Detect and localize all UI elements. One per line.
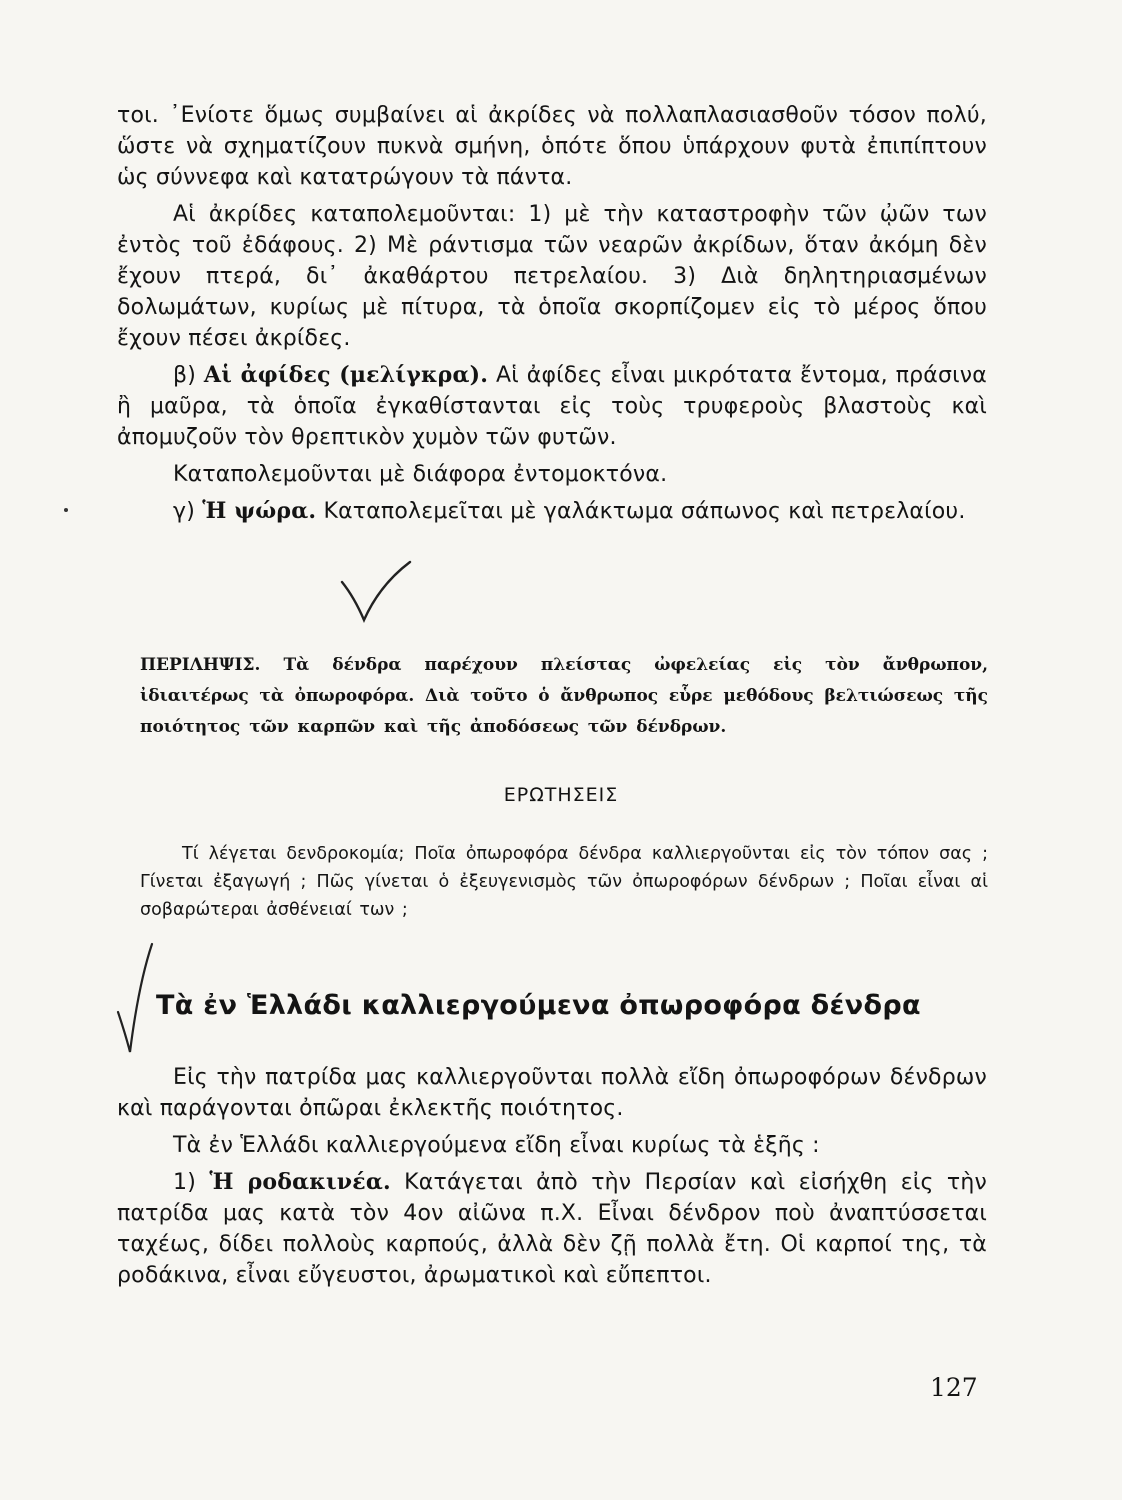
questions-block — [140, 840, 988, 924]
peach-tree-heading: Ἡ ροδακινέα. — [209, 1169, 391, 1195]
handwritten-check-mark-icon — [112, 940, 160, 1064]
item-prefix: β) — [173, 363, 197, 388]
item-prefix: 1) — [173, 1170, 196, 1195]
paragraph-main-species: Τὰ ἐν Ἑλλάδι καλλιεργούμενα εἴδη εἶναι κυρίως τὰ ἑξῆς : — [173, 1133, 820, 1158]
paragraph-scab — [117, 496, 987, 527]
top-text-block — [117, 100, 987, 527]
paragraph-insecticides: Καταπολεμοῦνται μὲ διάφορα ἐντομοκτόνα. — [173, 462, 668, 487]
page-number: 127 — [930, 1373, 978, 1402]
margin-dot — [64, 508, 68, 512]
scab-text: Καταπολεμεῖται μὲ γαλάκτωμα σάπωνος καὶ πετρελαίου. — [323, 499, 966, 524]
paragraph-peach-tree — [117, 1167, 987, 1291]
summary-paragraph: ΠΕΡΙΛΗΨΙΣ. Τὰ δένδρα παρέχουν πλείστας ὠφελείας εἰς τὸν ἄνθρωπον, ἰδιαιτέρως τὰ ὀπωροφόρα. Διὰ τοῦτο ὁ ἄνθρωπος εὗρε μεθόδους βελτιώσεως τῆς ποιότητος τῶν καρπῶν καὶ τῆς ἀποδόσεως τῶν δένδρων. — [140, 655, 988, 737]
paragraph-fruit-varieties: Εἰς τὴν πατρίδα μας καλλιεργοῦνται πολλὰ εἴδη ὀπωροφόρων δένδρων καὶ παράγονται ὀπῶραι ἐκλεκτῆς ποιότητος. — [117, 1065, 987, 1121]
questions-text: Τί λέγεται δενδροκομία; Ποῖα ὀπωροφόρα δένδρα καλλιεργοῦνται εἰς τὸν τόπον σας ; Γίνεται ἐξαγωγή ; Πῶς γίνεται ὁ ἐξευγενισμὸς τῶν ὀπωροφόρων δένδρων ; Ποῖαι εἶναι αἱ σοβαρώτεραι ἀσθένειαί των ; — [140, 844, 988, 920]
peach-tree-text: Κατάγεται ἀπὸ τὴν Περσίαν καὶ εἰσήχθη εἰς τὴν πατρίδα μας κατὰ τὸν 4ον αἰῶνα π.Χ. Εἶναι δένδρον ποὺ ἀναπτύσσεται ταχέως, δίδει πολλοὺς καρπούς, ἀλλὰ δὲν ζῇ πολλὰ ἔτη. Οἱ καρποί της, τὰ ροδάκινα, εἶναι εὔγευστοι, ἀρωματικοὶ καὶ εὔπεπτοι. — [117, 1170, 988, 1288]
questions-heading: ΕΡΩΤΗΣΕΙΣ — [503, 784, 619, 806]
handwritten-check-mark-icon — [336, 558, 416, 638]
item-prefix: γ) — [173, 499, 196, 524]
scab-heading: Ἡ ψώρα. — [202, 498, 317, 524]
paragraph-aphids — [117, 360, 987, 453]
aphids-heading: Αἱ ἀφίδες (μελίγκρα). — [203, 362, 489, 388]
paragraph-locust-swarms: τοι. ᾿Ενίοτε ὅμως συμβαίνει αἱ ἀκρίδες νὰ πολλαπλασιασθοῦν τόσον πολύ, ὥστε νὰ σχηματίζουν πυκνὰ σμήνη, ὁπότε ὅπου ὑπάρχουν φυτὰ ἐπιπίπτουν ὡς σύννεφα καὶ κατατρώγουν τὰ πάντα. — [117, 103, 987, 190]
aphids-text: Αἱ ἀφίδες εἶναι μικρότατα ἔντομα, πράσινα ἢ μαῦρα, τὰ ὁποῖα ἐγκαθίστανται εἰς τοὺς τρυφεροὺς βλαστοὺς καὶ ἀπομυζοῦν τὸν θρεπτικὸν χυμὸν τῶν φυτῶν. — [117, 363, 987, 450]
section-title: Τὰ ἐν Ἑλλάδι καλλιεργούμενα ὀπωροφόρα δένδρα — [156, 990, 921, 1021]
paragraph-locust-control: Αἱ ἀκρίδες καταπολεμοῦνται: 1) μὲ τὴν καταστροφὴν τῶν ᾠῶν των ἐντὸς τοῦ ἐδάφους. 2) Μὲ ράντισμα τῶν νεαρῶν ἀκρίδων, ὅταν ἀκόμη δὲν ἔχουν πτερά, δι᾿ ἀκαθάρτου πετρελαίου. 3) Διὰ δηλητηριασμένων δολωμάτων, κυρίως μὲ πίτυρα, τὰ ὁποῖα σκορπίζομεν εἰς τὸ μέρος ὅπου ἔχουν πέσει ἀκρίδες. — [117, 202, 987, 351]
section-text-block — [117, 1062, 987, 1291]
